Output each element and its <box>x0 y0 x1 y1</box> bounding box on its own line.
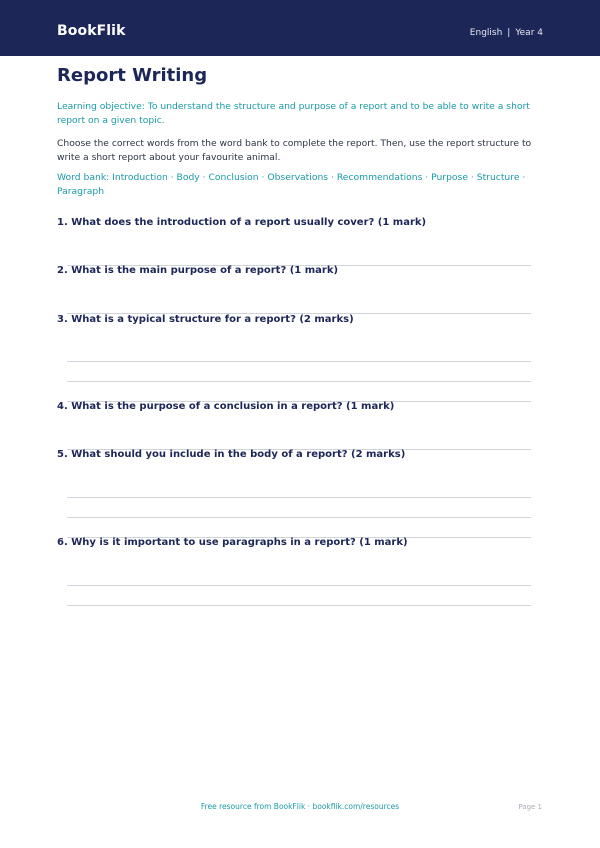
instructions: Choose the correct words from the word bank to complete the report. Then, use the report structure to write a short report about your favourite animal. <box>57 138 532 163</box>
question-4: 4. What is the purpose of a conclusion in a report? (1 mark) <box>57 401 395 412</box>
footer-resource-link[interactable]: Free resource from BookFlik · bookflik.com/resources <box>200 802 400 811</box>
page-header <box>0 0 600 56</box>
question-5: 5. What should you include in the body of a report? (2 marks) <box>57 449 406 460</box>
word-bank: Word bank: Introduction · Body · Conclusion · Observations · Recommendations · Purpose · Structure · Paragraph <box>57 172 526 197</box>
answer-line[interactable] <box>67 585 531 586</box>
answer-line[interactable] <box>67 381 531 382</box>
meta-separator: | <box>507 28 511 38</box>
answer-line[interactable] <box>67 497 531 498</box>
page-number: Page 1 <box>518 803 542 811</box>
page-title: Report Writing <box>57 65 208 86</box>
question-1: 1. What does the introduction of a report usually cover? (1 mark) <box>57 217 427 228</box>
brand-logo-text: BookFlik <box>57 23 126 39</box>
question-6: 6. Why is it important to use paragraphs in a report? (1 mark) <box>57 537 408 548</box>
subject-label: English <box>469 28 503 38</box>
question-3: 3. What is a typical structure for a report? (2 marks) <box>57 314 354 325</box>
learning-objective: Learning objective: To understand the structure and purpose of a report and to be able to write a short report on a given topic. <box>57 101 530 126</box>
subject-year-label <box>470 28 543 38</box>
question-2: 2. What is the main purpose of a report? (1 mark) <box>57 265 339 276</box>
answer-line[interactable] <box>67 361 531 362</box>
answer-line[interactable] <box>67 605 531 606</box>
year-label: Year 4 <box>515 28 543 38</box>
answer-line[interactable] <box>67 517 531 518</box>
